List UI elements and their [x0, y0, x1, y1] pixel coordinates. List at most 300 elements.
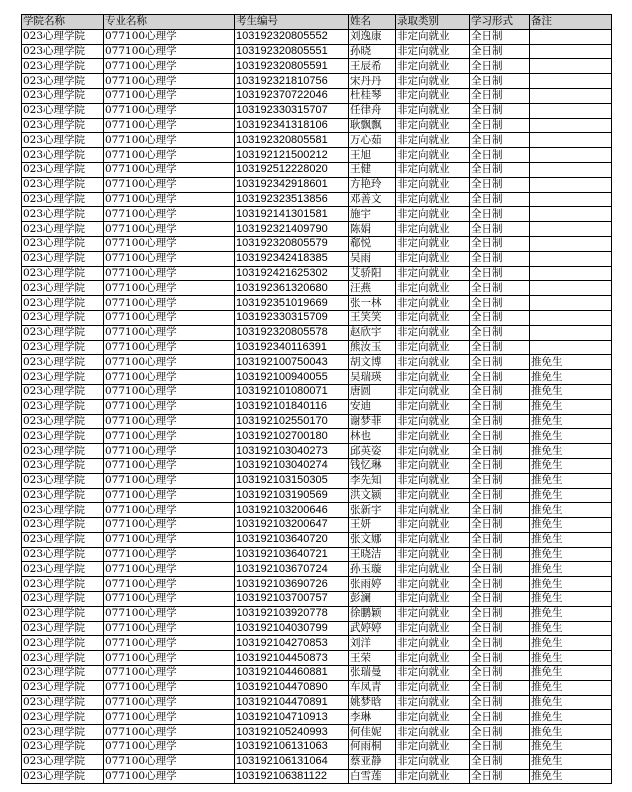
- cell-major: 077100心理学: [104, 695, 235, 710]
- cell-college: 023心理学院: [22, 414, 104, 429]
- cell-name: 李先知: [349, 473, 396, 488]
- header-study-mode: 学习形式: [470, 15, 530, 30]
- cell-major: 077100心理学: [104, 251, 235, 266]
- cell-candidate-id: 103192106131063: [235, 740, 349, 755]
- table-row: [22, 74, 612, 89]
- cell-college: 023心理学院: [22, 44, 104, 59]
- cell-note: 推免生: [530, 651, 612, 666]
- cell-major: 077100心理学: [104, 769, 235, 784]
- cell-note: 推免生: [530, 606, 612, 621]
- table-row: [22, 340, 612, 355]
- cell-candidate-id: 103192340116391: [235, 340, 349, 355]
- cell-name: 王妍: [349, 518, 396, 533]
- cell-candidate-id: 103192342418385: [235, 251, 349, 266]
- cell-study-mode: 全日制: [470, 710, 530, 725]
- cell-category: 非定向就业: [396, 162, 470, 177]
- table-row: [22, 103, 612, 118]
- cell-candidate-id: 103192103190569: [235, 488, 349, 503]
- cell-study-mode: 全日制: [470, 488, 530, 503]
- cell-note: 推免生: [530, 444, 612, 459]
- cell-major: 077100心理学: [104, 44, 235, 59]
- cell-category: 非定向就业: [396, 44, 470, 59]
- table-row: [22, 754, 612, 769]
- table-row: [22, 399, 612, 414]
- table-row: [22, 355, 612, 370]
- cell-category: 非定向就业: [396, 296, 470, 311]
- cell-name: 艾骄阳: [349, 266, 396, 281]
- cell-note: 推免生: [530, 473, 612, 488]
- cell-major: 077100心理学: [104, 236, 235, 251]
- cell-name: 方艳玲: [349, 177, 396, 192]
- cell-category: 非定向就业: [396, 222, 470, 237]
- cell-category: 非定向就业: [396, 606, 470, 621]
- cell-college: 023心理学院: [22, 488, 104, 503]
- cell-candidate-id: 103192421625302: [235, 266, 349, 281]
- cell-major: 077100心理学: [104, 577, 235, 592]
- cell-college: 023心理学院: [22, 606, 104, 621]
- cell-name: 彭澜: [349, 592, 396, 607]
- cell-candidate-id: 103192103670724: [235, 562, 349, 577]
- cell-college: 023心理学院: [22, 103, 104, 118]
- table-row: [22, 488, 612, 503]
- cell-major: 077100心理学: [104, 725, 235, 740]
- cell-name: 钱忆琳: [349, 458, 396, 473]
- cell-major: 077100心理学: [104, 754, 235, 769]
- cell-study-mode: 全日制: [470, 103, 530, 118]
- cell-college: 023心理学院: [22, 370, 104, 385]
- table-row: [22, 162, 612, 177]
- cell-major: 077100心理学: [104, 606, 235, 621]
- cell-major: 077100心理学: [104, 488, 235, 503]
- cell-college: 023心理学院: [22, 192, 104, 207]
- cell-name: 耿飘飘: [349, 118, 396, 133]
- cell-study-mode: 全日制: [470, 769, 530, 784]
- table-row: [22, 651, 612, 666]
- cell-category: 非定向就业: [396, 325, 470, 340]
- table-row: [22, 621, 612, 636]
- cell-note: [530, 281, 612, 296]
- cell-college: 023心理学院: [22, 680, 104, 695]
- cell-note: 推免生: [530, 710, 612, 725]
- cell-college: 023心理学院: [22, 666, 104, 681]
- table-row: [22, 325, 612, 340]
- cell-note: 推免生: [530, 503, 612, 518]
- cell-category: 非定向就业: [396, 148, 470, 163]
- cell-name: 李琳: [349, 710, 396, 725]
- table-row: [22, 458, 612, 473]
- cell-study-mode: 全日制: [470, 29, 530, 44]
- table-row: [22, 532, 612, 547]
- cell-candidate-id: 103192320805579: [235, 236, 349, 251]
- table-row: [22, 370, 612, 385]
- cell-major: 077100心理学: [104, 592, 235, 607]
- table-row: [22, 384, 612, 399]
- table-row: [22, 266, 612, 281]
- cell-major: 077100心理学: [104, 281, 235, 296]
- table-row: [22, 236, 612, 251]
- cell-candidate-id: 103192103700757: [235, 592, 349, 607]
- cell-college: 023心理学院: [22, 636, 104, 651]
- cell-name: 张文娜: [349, 532, 396, 547]
- table-row: [22, 281, 612, 296]
- cell-major: 077100心理学: [104, 666, 235, 681]
- cell-college: 023心理学院: [22, 177, 104, 192]
- cell-candidate-id: 103192102700180: [235, 429, 349, 444]
- cell-study-mode: 全日制: [470, 621, 530, 636]
- cell-candidate-id: 103192103640720: [235, 532, 349, 547]
- cell-study-mode: 全日制: [470, 207, 530, 222]
- cell-college: 023心理学院: [22, 207, 104, 222]
- cell-category: 非定向就业: [396, 547, 470, 562]
- cell-study-mode: 全日制: [470, 370, 530, 385]
- cell-major: 077100心理学: [104, 133, 235, 148]
- cell-college: 023心理学院: [22, 695, 104, 710]
- table-row: [22, 414, 612, 429]
- cell-note: 推免生: [530, 695, 612, 710]
- header-note: 备注: [530, 15, 612, 30]
- cell-candidate-id: 103192361320680: [235, 281, 349, 296]
- cell-name: 谢梦菲: [349, 414, 396, 429]
- cell-college: 023心理学院: [22, 384, 104, 399]
- cell-candidate-id: 103192103150305: [235, 473, 349, 488]
- cell-college: 023心理学院: [22, 725, 104, 740]
- table-row: [22, 29, 612, 44]
- cell-college: 023心理学院: [22, 266, 104, 281]
- table-row: [22, 118, 612, 133]
- cell-major: 077100心理学: [104, 340, 235, 355]
- table-row: [22, 606, 612, 621]
- cell-candidate-id: 103192103200646: [235, 503, 349, 518]
- cell-major: 077100心理学: [104, 651, 235, 666]
- cell-name: 孙晓: [349, 44, 396, 59]
- table-row: [22, 222, 612, 237]
- cell-study-mode: 全日制: [470, 444, 530, 459]
- cell-note: 推免生: [530, 740, 612, 755]
- cell-candidate-id: 103192121500212: [235, 148, 349, 163]
- cell-note: [530, 74, 612, 89]
- table-row: [22, 207, 612, 222]
- cell-college: 023心理学院: [22, 592, 104, 607]
- cell-candidate-id: 103192103040273: [235, 444, 349, 459]
- cell-candidate-id: 103192103920778: [235, 606, 349, 621]
- cell-college: 023心理学院: [22, 340, 104, 355]
- cell-name: 张新宇: [349, 503, 396, 518]
- cell-college: 023心理学院: [22, 740, 104, 755]
- table-row: [22, 429, 612, 444]
- cell-study-mode: 全日制: [470, 251, 530, 266]
- cell-candidate-id: 103192320805578: [235, 325, 349, 340]
- cell-name: 唐圆: [349, 384, 396, 399]
- cell-candidate-id: 103192323513856: [235, 192, 349, 207]
- table-row: [22, 562, 612, 577]
- cell-candidate-id: 103192104470890: [235, 680, 349, 695]
- cell-study-mode: 全日制: [470, 592, 530, 607]
- cell-category: 非定向就业: [396, 29, 470, 44]
- cell-candidate-id: 103192104470891: [235, 695, 349, 710]
- cell-major: 077100心理学: [104, 518, 235, 533]
- cell-category: 非定向就业: [396, 370, 470, 385]
- cell-college: 023心理学院: [22, 310, 104, 325]
- cell-note: 推免生: [530, 592, 612, 607]
- cell-college: 023心理学院: [22, 222, 104, 237]
- cell-major: 077100心理学: [104, 88, 235, 103]
- cell-note: [530, 340, 612, 355]
- cell-major: 077100心理学: [104, 458, 235, 473]
- table-row: [22, 725, 612, 740]
- cell-major: 077100心理学: [104, 29, 235, 44]
- cell-study-mode: 全日制: [470, 192, 530, 207]
- cell-name: 王荣: [349, 651, 396, 666]
- table-row: [22, 680, 612, 695]
- cell-college: 023心理学院: [22, 769, 104, 784]
- cell-study-mode: 全日制: [470, 680, 530, 695]
- cell-college: 023心理学院: [22, 547, 104, 562]
- cell-name: 何雨桐: [349, 740, 396, 755]
- cell-major: 077100心理学: [104, 266, 235, 281]
- table-row: [22, 473, 612, 488]
- cell-college: 023心理学院: [22, 532, 104, 547]
- cell-study-mode: 全日制: [470, 88, 530, 103]
- cell-major: 077100心理学: [104, 162, 235, 177]
- cell-note: [530, 296, 612, 311]
- cell-note: [530, 325, 612, 340]
- cell-college: 023心理学院: [22, 503, 104, 518]
- cell-candidate-id: 103192320805552: [235, 29, 349, 44]
- cell-name: 刘洋: [349, 636, 396, 651]
- cell-name: 郗悦: [349, 236, 396, 251]
- cell-category: 非定向就业: [396, 769, 470, 784]
- cell-note: 推免生: [530, 384, 612, 399]
- cell-study-mode: 全日制: [470, 740, 530, 755]
- cell-study-mode: 全日制: [470, 148, 530, 163]
- cell-category: 非定向就业: [396, 177, 470, 192]
- table-row: [22, 44, 612, 59]
- cell-major: 077100心理学: [104, 532, 235, 547]
- table-row: [22, 577, 612, 592]
- cell-note: [530, 236, 612, 251]
- cell-name: 安迪: [349, 399, 396, 414]
- table-row: [22, 695, 612, 710]
- cell-major: 077100心理学: [104, 444, 235, 459]
- table-row: [22, 192, 612, 207]
- cell-name: 赵欣宇: [349, 325, 396, 340]
- cell-category: 非定向就业: [396, 118, 470, 133]
- cell-college: 023心理学院: [22, 88, 104, 103]
- cell-category: 非定向就业: [396, 74, 470, 89]
- cell-note: 推免生: [530, 562, 612, 577]
- cell-note: 推免生: [530, 680, 612, 695]
- cell-candidate-id: 103192103640721: [235, 547, 349, 562]
- cell-category: 非定向就业: [396, 518, 470, 533]
- cell-major: 077100心理学: [104, 384, 235, 399]
- cell-college: 023心理学院: [22, 518, 104, 533]
- table-row: [22, 148, 612, 163]
- cell-candidate-id: 103192320805591: [235, 59, 349, 74]
- cell-college: 023心理学院: [22, 281, 104, 296]
- cell-candidate-id: 103192330315709: [235, 310, 349, 325]
- cell-study-mode: 全日制: [470, 651, 530, 666]
- cell-study-mode: 全日制: [470, 296, 530, 311]
- cell-category: 非定向就业: [396, 192, 470, 207]
- cell-note: 推免生: [530, 458, 612, 473]
- cell-major: 077100心理学: [104, 370, 235, 385]
- cell-study-mode: 全日制: [470, 118, 530, 133]
- cell-candidate-id: 103192342918601: [235, 177, 349, 192]
- cell-name: 任律舟: [349, 103, 396, 118]
- cell-category: 非定向就业: [396, 429, 470, 444]
- header-name: 姓名: [349, 15, 396, 30]
- cell-candidate-id: 103192101080071: [235, 384, 349, 399]
- cell-study-mode: 全日制: [470, 473, 530, 488]
- cell-name: 熊汝玉: [349, 340, 396, 355]
- cell-note: 推免生: [530, 532, 612, 547]
- cell-category: 非定向就业: [396, 340, 470, 355]
- cell-major: 077100心理学: [104, 207, 235, 222]
- cell-college: 023心理学院: [22, 562, 104, 577]
- cell-candidate-id: 103192100750043: [235, 355, 349, 370]
- cell-candidate-id: 103192330315707: [235, 103, 349, 118]
- cell-college: 023心理学院: [22, 29, 104, 44]
- cell-candidate-id: 103192103040274: [235, 458, 349, 473]
- cell-category: 非定向就业: [396, 680, 470, 695]
- cell-note: [530, 162, 612, 177]
- cell-name: 施宇: [349, 207, 396, 222]
- cell-candidate-id: 103192341318106: [235, 118, 349, 133]
- cell-study-mode: 全日制: [470, 562, 530, 577]
- cell-college: 023心理学院: [22, 754, 104, 769]
- cell-name: 林也: [349, 429, 396, 444]
- cell-candidate-id: 103192141301581: [235, 207, 349, 222]
- cell-category: 非定向就业: [396, 414, 470, 429]
- cell-name: 徐鹏颖: [349, 606, 396, 621]
- table-row: [22, 769, 612, 784]
- cell-category: 非定向就业: [396, 562, 470, 577]
- cell-candidate-id: 103192320805551: [235, 44, 349, 59]
- cell-note: 推免生: [530, 547, 612, 562]
- cell-major: 077100心理学: [104, 636, 235, 651]
- cell-major: 077100心理学: [104, 562, 235, 577]
- cell-study-mode: 全日制: [470, 177, 530, 192]
- cell-note: 推免生: [530, 577, 612, 592]
- cell-category: 非定向就业: [396, 251, 470, 266]
- cell-college: 023心理学院: [22, 473, 104, 488]
- cell-study-mode: 全日制: [470, 384, 530, 399]
- cell-major: 077100心理学: [104, 399, 235, 414]
- cell-category: 非定向就业: [396, 444, 470, 459]
- table-row: [22, 310, 612, 325]
- cell-study-mode: 全日制: [470, 577, 530, 592]
- cell-category: 非定向就业: [396, 266, 470, 281]
- cell-major: 077100心理学: [104, 118, 235, 133]
- cell-college: 023心理学院: [22, 133, 104, 148]
- cell-study-mode: 全日制: [470, 310, 530, 325]
- cell-name: 王健: [349, 162, 396, 177]
- cell-study-mode: 全日制: [470, 74, 530, 89]
- table-row: [22, 251, 612, 266]
- cell-candidate-id: 103192321409790: [235, 222, 349, 237]
- cell-college: 023心理学院: [22, 325, 104, 340]
- cell-college: 023心理学院: [22, 74, 104, 89]
- cell-candidate-id: 103192101840116: [235, 399, 349, 414]
- cell-study-mode: 全日制: [470, 429, 530, 444]
- cell-category: 非定向就业: [396, 59, 470, 74]
- cell-note: 推免生: [530, 666, 612, 681]
- cell-college: 023心理学院: [22, 355, 104, 370]
- table-row: [22, 59, 612, 74]
- cell-study-mode: 全日制: [470, 355, 530, 370]
- cell-major: 077100心理学: [104, 74, 235, 89]
- cell-category: 非定向就业: [396, 651, 470, 666]
- cell-category: 非定向就业: [396, 207, 470, 222]
- cell-candidate-id: 103192104270853: [235, 636, 349, 651]
- cell-name: 洪文颍: [349, 488, 396, 503]
- cell-name: 王笑笑: [349, 310, 396, 325]
- cell-category: 非定向就业: [396, 503, 470, 518]
- cell-name: 吴雨: [349, 251, 396, 266]
- cell-candidate-id: 103192100940055: [235, 370, 349, 385]
- cell-candidate-id: 103192320805581: [235, 133, 349, 148]
- cell-major: 077100心理学: [104, 503, 235, 518]
- cell-candidate-id: 103192321810756: [235, 74, 349, 89]
- cell-college: 023心理学院: [22, 118, 104, 133]
- cell-category: 非定向就业: [396, 458, 470, 473]
- cell-major: 077100心理学: [104, 296, 235, 311]
- table-row: [22, 710, 612, 725]
- cell-category: 非定向就业: [396, 236, 470, 251]
- cell-candidate-id: 103192102550170: [235, 414, 349, 429]
- cell-name: 陈娟: [349, 222, 396, 237]
- cell-major: 077100心理学: [104, 414, 235, 429]
- cell-note: [530, 88, 612, 103]
- cell-candidate-id: 103192103690726: [235, 577, 349, 592]
- cell-college: 023心理学院: [22, 651, 104, 666]
- cell-study-mode: 全日制: [470, 399, 530, 414]
- cell-major: 077100心理学: [104, 192, 235, 207]
- cell-major: 077100心理学: [104, 177, 235, 192]
- cell-college: 023心理学院: [22, 458, 104, 473]
- cell-note: 推免生: [530, 754, 612, 769]
- cell-category: 非定向就业: [396, 281, 470, 296]
- cell-name: 王辰希: [349, 59, 396, 74]
- cell-category: 非定向就业: [396, 103, 470, 118]
- cell-name: 吴瑞瑛: [349, 370, 396, 385]
- cell-name: 邓善文: [349, 192, 396, 207]
- cell-category: 非定向就业: [396, 399, 470, 414]
- cell-name: 孙玉璇: [349, 562, 396, 577]
- cell-category: 非定向就业: [396, 355, 470, 370]
- cell-college: 023心理学院: [22, 251, 104, 266]
- cell-major: 077100心理学: [104, 547, 235, 562]
- header-candidate-id: 考生编号: [235, 15, 349, 30]
- cell-note: [530, 118, 612, 133]
- cell-candidate-id: 103192106381122: [235, 769, 349, 784]
- cell-candidate-id: 103192105240993: [235, 725, 349, 740]
- cell-note: 推免生: [530, 769, 612, 784]
- cell-note: 推免生: [530, 429, 612, 444]
- cell-name: 王晓洁: [349, 547, 396, 562]
- cell-college: 023心理学院: [22, 444, 104, 459]
- cell-note: [530, 103, 612, 118]
- cell-note: 推免生: [530, 636, 612, 651]
- cell-study-mode: 全日制: [470, 725, 530, 740]
- cell-category: 非定向就业: [396, 621, 470, 636]
- cell-category: 非定向就业: [396, 695, 470, 710]
- cell-study-mode: 全日制: [470, 547, 530, 562]
- cell-study-mode: 全日制: [470, 666, 530, 681]
- cell-note: 推免生: [530, 518, 612, 533]
- cell-college: 023心理学院: [22, 710, 104, 725]
- table-row: [22, 503, 612, 518]
